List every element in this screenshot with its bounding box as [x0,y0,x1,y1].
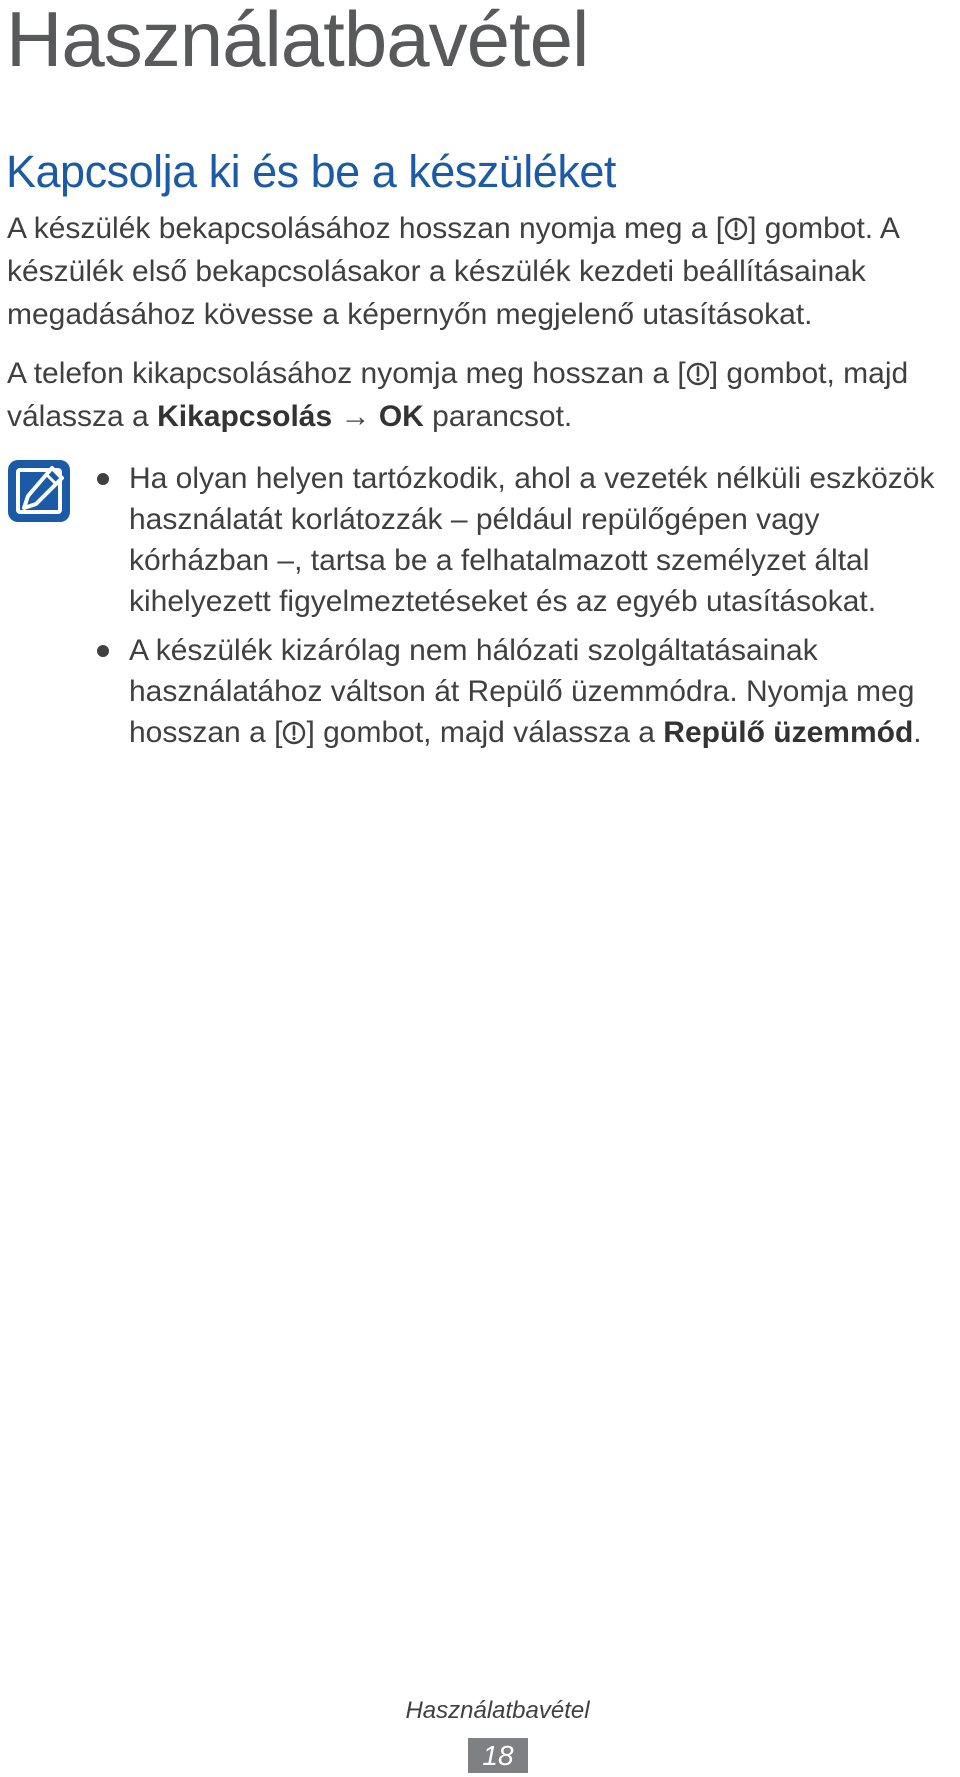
bullet-icon [97,645,109,657]
power-on-paragraph [7,207,957,336]
power-icon [686,362,710,386]
chapter-title: Használatbavétel [6,0,589,83]
para2-text-mid: ] gombot, majd válassza a [7,357,909,433]
ok-option: OK [378,400,424,433]
power-off-paragraph [7,352,957,438]
bullet-icon [97,473,109,485]
note-item [91,458,959,622]
power-icon [724,217,748,241]
note-text-end: . [913,716,922,749]
note-item [91,630,959,753]
power-off-option: Kikapcsolás [157,400,333,433]
note-pencil-icon [6,458,72,524]
page-number: 18 [468,1738,528,1773]
footer-section-name: Használatbavétel [405,1697,590,1724]
arrow-separator: → [332,400,379,433]
para2-text-start: A telefon kikapcsolásához nyomja meg hosszan a [ [7,357,686,390]
para1-text-end: ] gombot. A készülék első bekapcsolásakor a készülék kezdeti beállításainak megadásához kövesse a képernyőn megjelenő utasításokat. [7,212,899,331]
note-text: Ha olyan helyen tartózkodik, ahol a vezeték nélküli eszközök használatát korlátozzák – például repülőgépen vagy kórházban –, tartsa be a felhatalmazott személyzet által kihelyezett figyelmeztetéseket és az egyéb utasításokat. [129,462,935,618]
notes-list [91,458,959,761]
power-icon [282,721,306,745]
section-title: Kapcsolja ki és be a készüléket [6,146,616,197]
note-text-start: A készülék kizárólag nem hálózati szolgáltatásainak használatához váltson át Repülő üzemmódra. Nyomja meg hosszan a [ [129,634,915,749]
note-text-mid: ] gombot, majd válassza a [306,716,664,749]
para2-text-end: parancsot. [423,400,573,433]
airplane-mode-option: Repülő üzemmód [663,716,914,749]
para1-text-start: A készülék bekapcsolásához hosszan nyomja meg a [ [7,212,725,245]
